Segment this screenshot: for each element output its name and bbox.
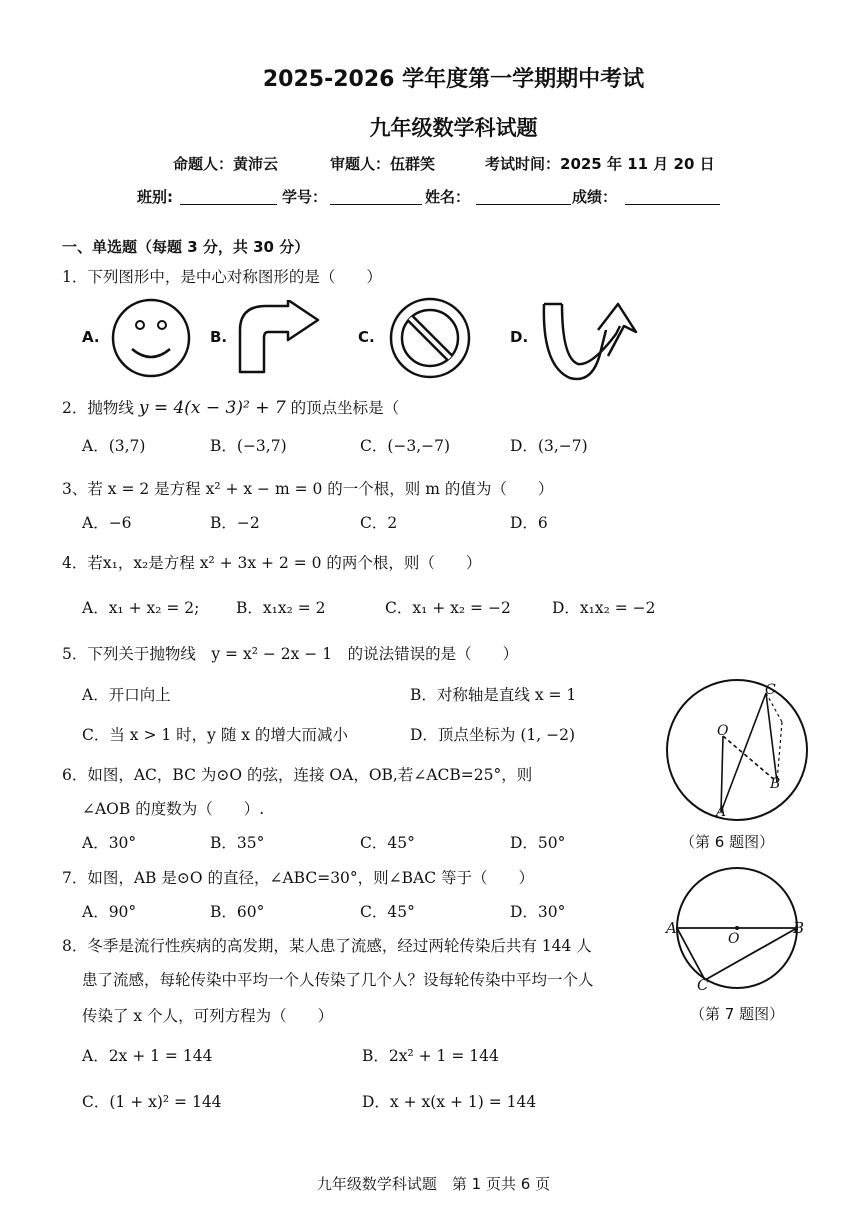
page-footer: 九年级数学科试题 第 1 页共 6 页 [316, 1175, 551, 1193]
name-blank [476, 188, 571, 205]
q8-option-a: A．2x + 1 = 144 [82, 1047, 213, 1065]
q6-figure-caption: （第 6 题图） [680, 833, 775, 851]
smiley-face-icon [110, 297, 192, 379]
u-turn-arrow-icon [236, 300, 322, 374]
q7-point-c: C [697, 976, 709, 994]
q3-option-b: B．−2 [210, 514, 260, 532]
q1-stem: 1．下列图形中，是中心对称图形的是（ ） [62, 268, 382, 286]
q5-option-a: A．开口向上 [82, 686, 171, 704]
q1-option-c: C. [358, 328, 375, 346]
q6-option-b: B．35° [210, 834, 265, 852]
q2-option-a: A．(3,7) [82, 437, 146, 455]
q5-option-b: B．对称轴是直线 x = 1 [410, 686, 577, 704]
class-label: 班别: [137, 188, 173, 206]
q4-stem: 4．若x₁，x₂是方程 x² + 3x + 2 = 0 的两个根，则（ ） [62, 554, 482, 572]
q7-point-a: A [666, 919, 677, 937]
q6-circle-figure [658, 678, 818, 826]
id-label: 学号： [282, 188, 328, 206]
q2-stem-prefix: 2．抛物线 [62, 399, 134, 417]
class-blank [180, 188, 277, 205]
exam-time: 考试时间：2025 年 11 月 20 日 [485, 155, 715, 173]
q4-option-b: B．x₁x₂ = 2 [236, 599, 326, 617]
q8-stem-line3: 传染了 x 个人，可列方程为（ ） [82, 1007, 334, 1025]
q5-option-d: D．顶点坐标为 (1, −2) [410, 726, 576, 744]
section-heading: 一、单选题（每题 3 分，共 30 分） [62, 238, 310, 256]
q2-option-b: B．(−3,7) [210, 437, 287, 455]
q4-option-c: C．x₁ + x₂ = −2 [385, 599, 511, 617]
q7-figure-caption: （第 7 题图） [690, 1005, 785, 1023]
q7-option-c: C．45° [360, 903, 415, 921]
q6-point-b: B [770, 776, 781, 792]
q6-option-c: C．45° [360, 834, 415, 852]
q8-option-b: B．2x² + 1 = 144 [362, 1047, 499, 1065]
q6-option-d: D．50° [510, 834, 566, 852]
score-blank [625, 188, 720, 205]
q3-option-c: C．2 [360, 514, 398, 532]
q8-option-d: D．x + x(x + 1) = 144 [362, 1093, 537, 1111]
q5-option-c: C．当 x > 1 时，y 随 x 的增大而减小 [82, 726, 348, 744]
q6-stem-line1: 6．如图，AC，BC 为⊙O 的弦，连接 OA，OB,若∠ACB=25°，则 [62, 766, 533, 784]
q1-option-b: B. [210, 328, 228, 346]
q5-stem: 5．下列关于抛物线 y = x² − 2x − 1 的说法错误的是（ ） [62, 645, 519, 663]
q2-stem-suffix: 的顶点坐标是（ [290, 399, 400, 417]
q7-option-d: D．30° [510, 903, 566, 921]
exam-title: 2025-2026 学年度第一学期期中考试 [262, 67, 645, 92]
q7-point-b: B [793, 919, 805, 937]
id-blank [330, 188, 422, 205]
q6-point-o: O [717, 723, 729, 739]
q8-stem-line1: 8．冬季是流行性疾病的高发期，某人患了流感，经过两轮传染后共有 144 人 [62, 937, 592, 955]
q2-stem [62, 396, 399, 418]
exam-subtitle: 九年级数学科试题 [369, 116, 538, 140]
q3-option-a: A．−6 [82, 514, 132, 532]
q7-option-b: B．60° [210, 903, 265, 921]
q2-option-c: C．(−3,−7) [360, 437, 451, 455]
q2-option-d: D．(3,−7) [510, 437, 588, 455]
name-label: 姓名： [425, 188, 471, 206]
q8-stem-line2: 患了流感，每轮传染中平均一个人传染了几个人？设每轮传染中平均一个人 [82, 971, 594, 989]
q4-option-a: A．x₁ + x₂ = 2; [82, 599, 200, 617]
q6-point-c: C [765, 682, 776, 698]
setter: 命题人：黄沛云 [173, 155, 279, 173]
q6-stem-line2: ∠AOB 的度数为（ ）. [82, 800, 265, 818]
loop-arrow-icon [540, 296, 640, 384]
q2-equation: y = 4(x − 3)² + 7 [138, 398, 286, 418]
q3-option-d: D．6 [510, 514, 548, 532]
q3-stem: 3、若 x = 2 是方程 x² + x − m = 0 的一个根，则 m 的值为（ ） [62, 480, 554, 498]
q7-stem: 7．如图，AB 是⊙O 的直径，∠ABC=30°，则∠BAC 等于（ ） [62, 869, 535, 887]
q6-option-a: A．30° [82, 834, 137, 852]
q1-option-d: D. [510, 328, 529, 346]
reviewer: 审题人：伍群笑 [330, 155, 436, 173]
q7-option-a: A．90° [82, 903, 137, 921]
q8-option-c: C．(1 + x)² = 144 [82, 1093, 222, 1111]
prohibited-sign-icon [388, 296, 472, 380]
q6-point-a: A [716, 804, 727, 820]
q1-option-a: A. [82, 328, 100, 346]
q4-option-d: D．x₁x₂ = −2 [552, 599, 656, 617]
q7-point-o: O [728, 931, 740, 947]
score-label: 成绩： [572, 188, 618, 206]
